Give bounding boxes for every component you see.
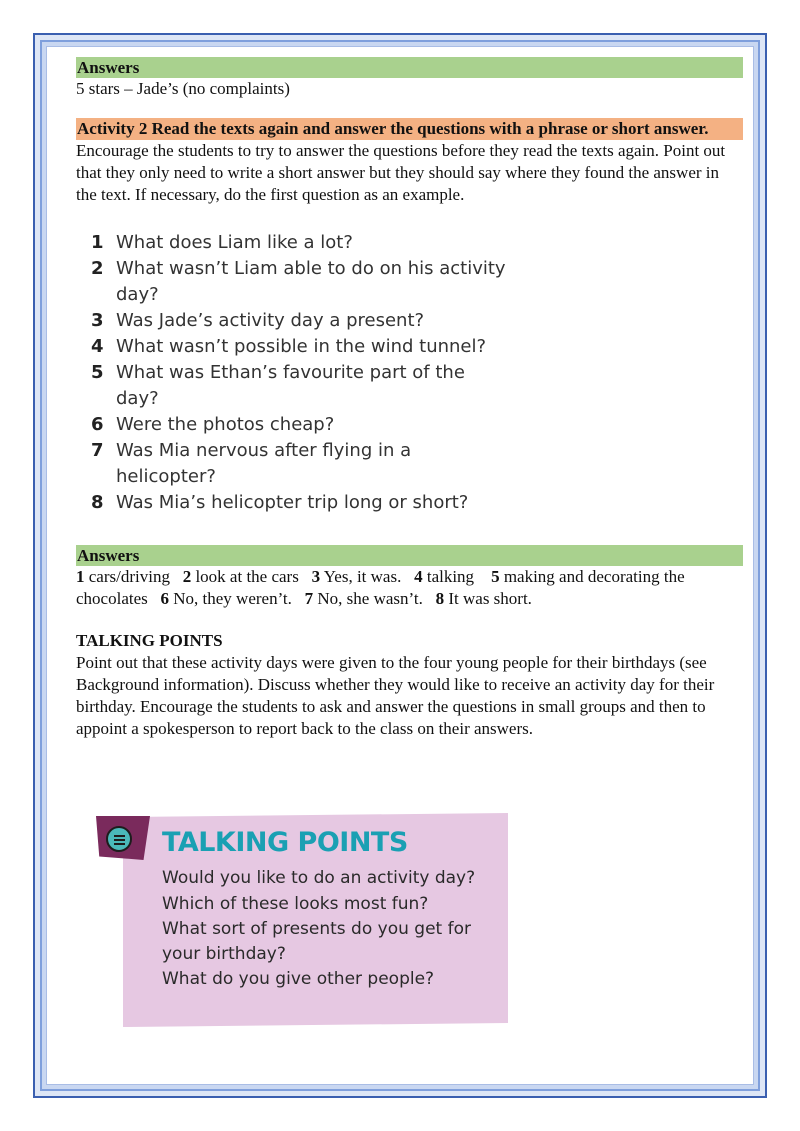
question-text: Was Mia’s helicopter trip long or short? [116, 492, 469, 513]
question-item [91, 256, 511, 308]
answer-number: 1 [76, 567, 85, 586]
talking-points-card-questions [162, 866, 502, 993]
answer-text: look at the cars [195, 567, 299, 586]
answer-text: It was short. [448, 589, 532, 608]
question-text: Were the photos cheap? [116, 414, 335, 435]
answers-text-2 [76, 566, 744, 610]
card-question: What do you give other people? [162, 969, 435, 989]
question-text: What wasn’t possible in the wind tunnel? [116, 336, 487, 357]
question-text: What does Liam like a lot? [116, 232, 353, 253]
answer-text: talking [426, 567, 475, 586]
question-item [91, 360, 511, 412]
talking-points-heading: TALKING POINTS [76, 631, 223, 650]
answer-text: cars/driving [88, 567, 170, 586]
answer-number: 8 [435, 589, 445, 608]
answers-heading-1: Answers [76, 57, 743, 78]
talking-points-text: Point out that these activity days were given to the four young people for their birthdays (see Background information). Discuss whether they would like to receive an activity day for their birthday. Encourage the students to ask and answer the questions in small groups and then to appoint a spokesperson to report back to the class on their answers. [76, 653, 715, 738]
question-number: 6 [91, 414, 104, 435]
question-number: 4 [91, 336, 104, 357]
question-item [91, 334, 511, 360]
answer-text: No, she wasn’t. [317, 589, 423, 608]
question-text: Was Jade’s activity day a present? [116, 310, 425, 331]
speech-bubble-icon [106, 826, 132, 852]
question-number: 7 [91, 440, 104, 461]
answer-text: making and decorating the chocolates [76, 567, 685, 608]
activity2-heading: Activity 2 Read the texts again and answer the questions with a phrase or short answer. [76, 118, 743, 140]
answer-text: No, they weren’t. [173, 589, 292, 608]
card-question: Which of these looks most fun? [162, 893, 429, 914]
question-item [91, 230, 511, 256]
answer-number: 5 [491, 567, 500, 586]
question-number: 8 [91, 492, 104, 513]
answers-heading-2: Answers [76, 545, 743, 566]
question-number: 5 [91, 362, 104, 383]
question-item [91, 490, 511, 516]
answers-text-1: 5 stars – Jade’s (no complaints) [76, 79, 290, 98]
answer-number: 3 [311, 567, 321, 586]
question-number: 2 [91, 258, 104, 279]
answer-text: Yes, it was. [323, 567, 402, 586]
question-list [91, 230, 511, 516]
question-text: What was Ethan’s favourite part of the day? [116, 362, 465, 409]
card-question: What sort of presents do you get for your birthday? [162, 919, 471, 964]
question-text: Was Mia nervous after flying in a helicopter? [116, 440, 412, 487]
question-item [91, 308, 511, 334]
question-item [91, 412, 511, 438]
talking-points-card-title: TALKING POINTS [162, 827, 408, 858]
document-content [76, 57, 744, 740]
question-number: 3 [91, 310, 104, 331]
question-number: 1 [91, 232, 104, 253]
answer-number: 6 [160, 589, 169, 608]
answer-number: 2 [182, 567, 192, 586]
answer-number: 4 [414, 567, 423, 586]
question-item [91, 438, 511, 490]
activity2-instructions: Encourage the students to try to answer the questions before they read the texts again. Point out that they only need to write a short answer but they should say where they found the answer in the text. If necessary, do the first question as an example. [76, 141, 726, 204]
card-question: Would you like to do an activity day? [162, 868, 476, 888]
answer-number: 7 [304, 589, 314, 608]
question-text: What wasn’t Liam able to do on his activity day? [116, 258, 506, 305]
